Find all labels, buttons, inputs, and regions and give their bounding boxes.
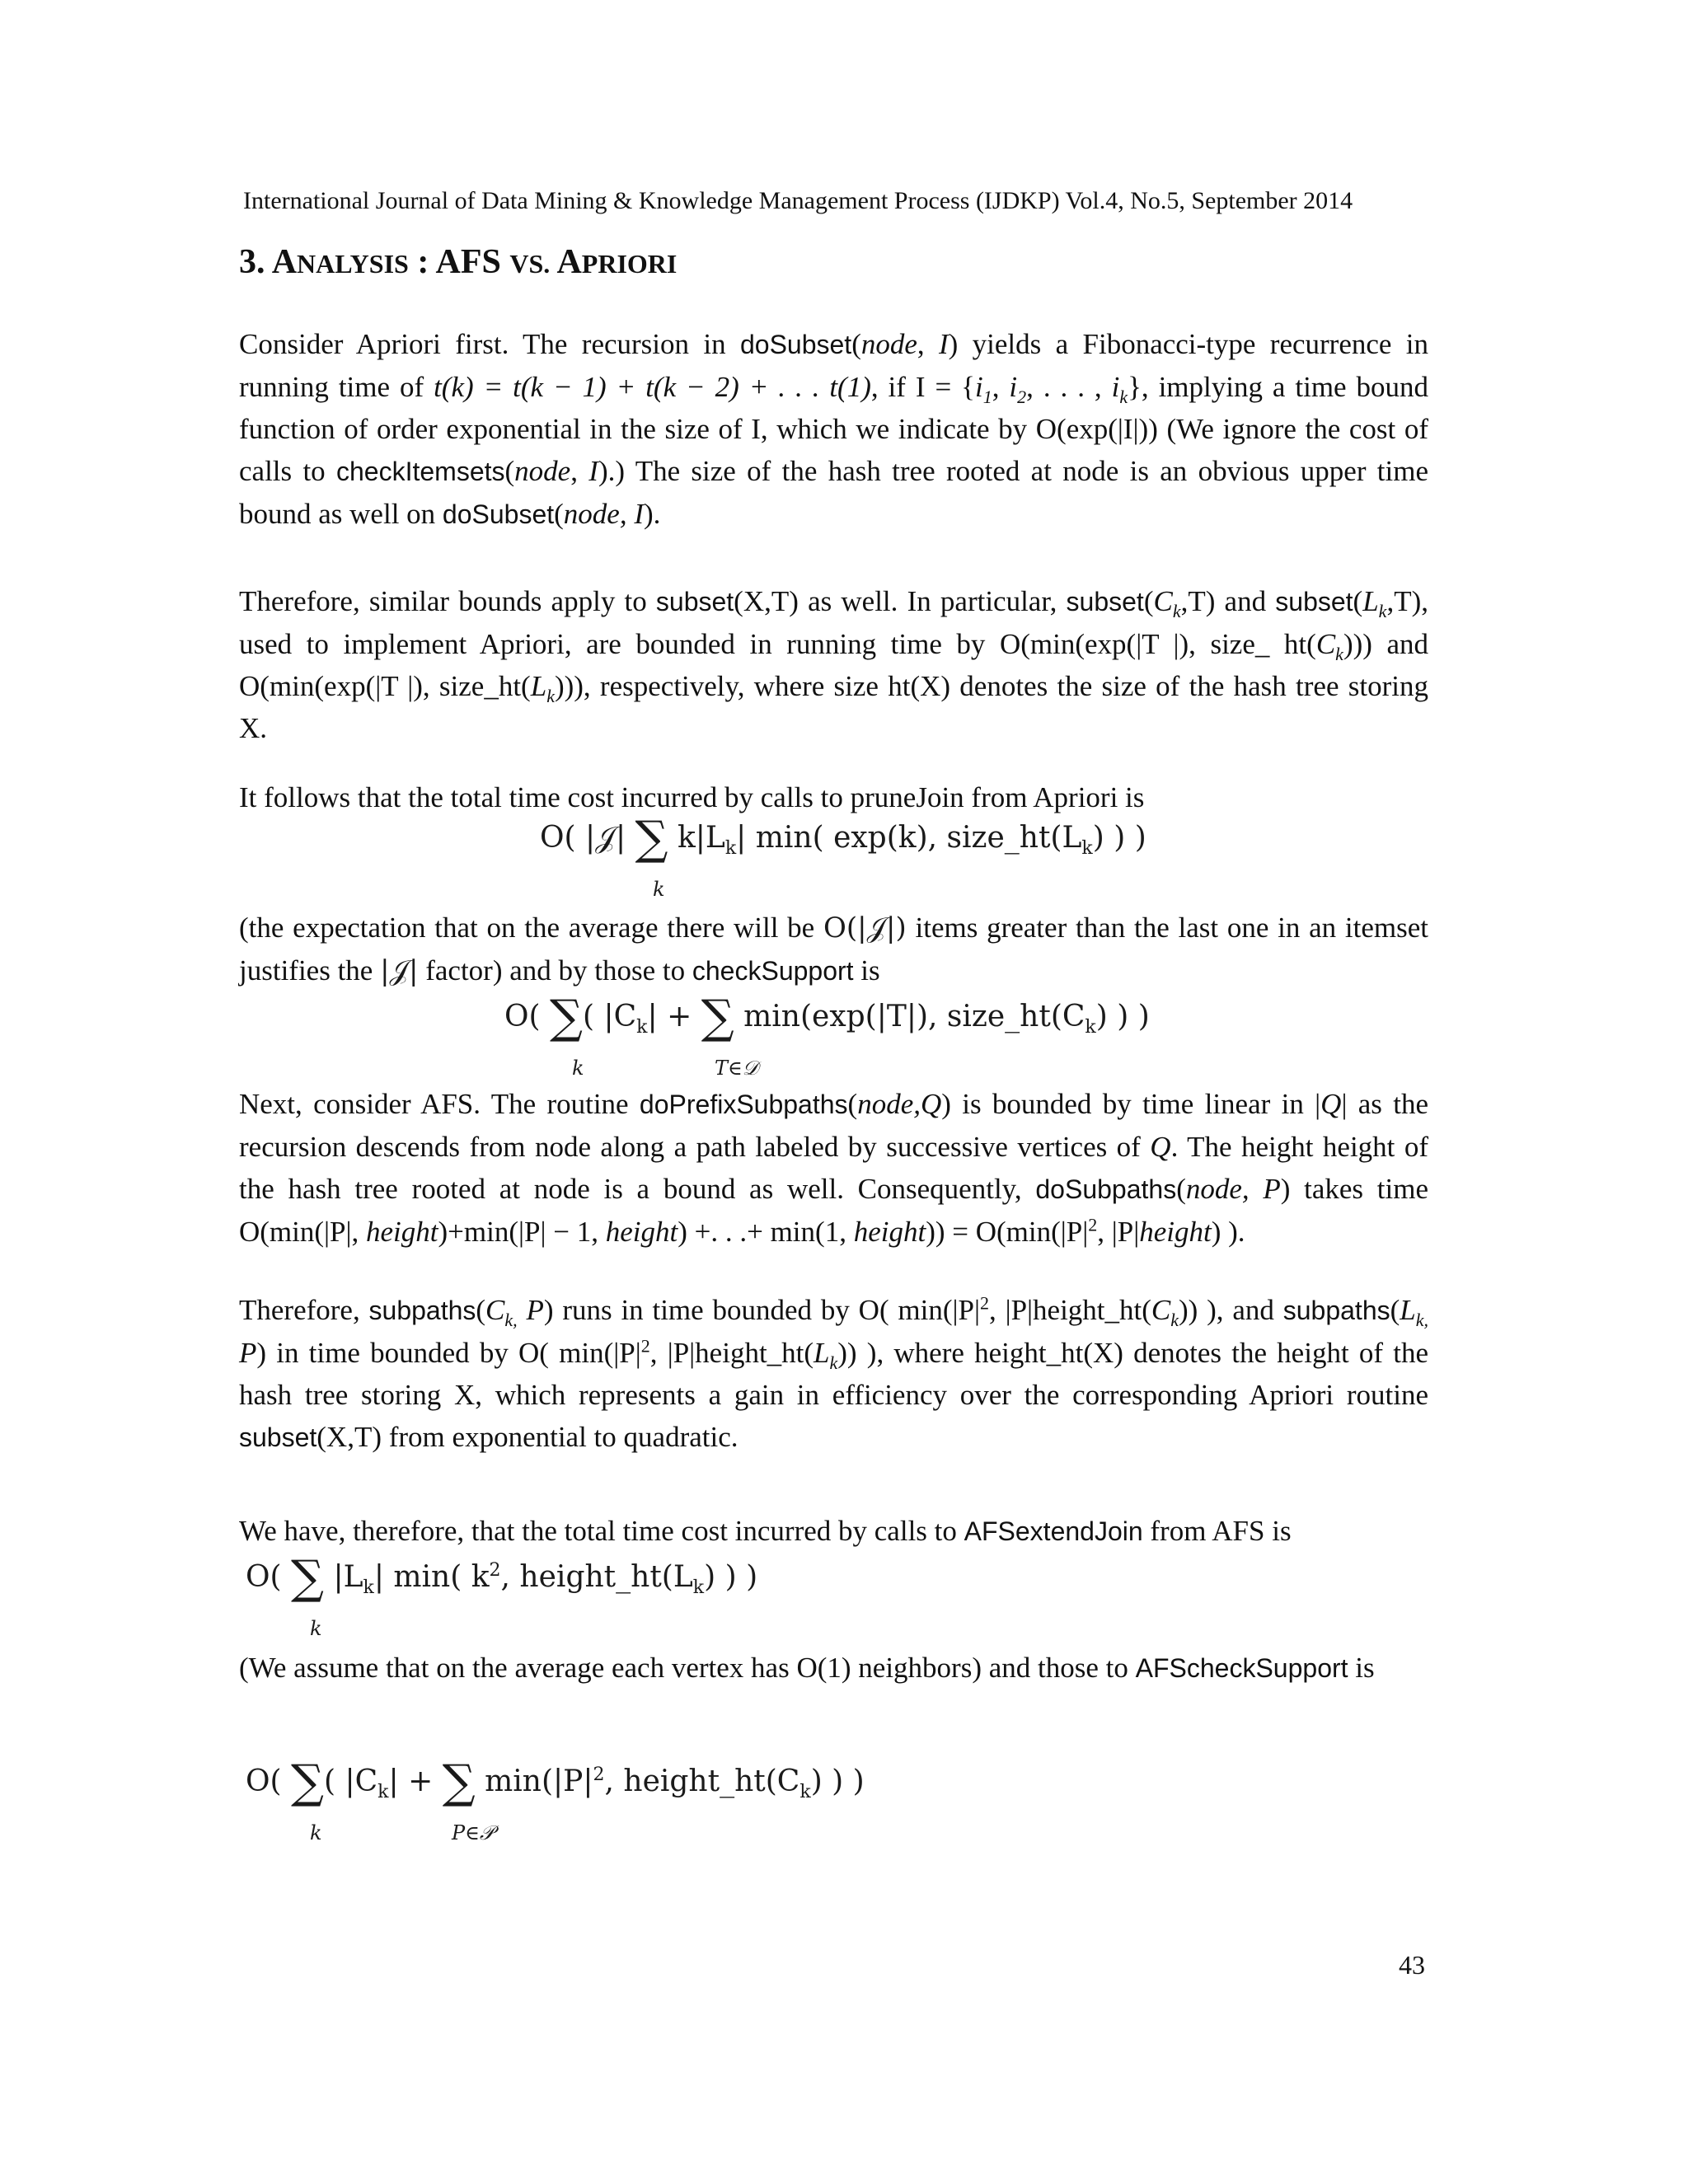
text: Consider Apriori first. The recursion in <box>239 328 740 360</box>
function-name: doSubpaths <box>1035 1174 1177 1204</box>
text: ) runs in time bounded by O( min(|P| <box>543 1294 980 1326</box>
heading-vs: VS. <box>509 249 551 279</box>
subscript: k, <box>1415 1310 1428 1330</box>
text: Therefore, similar bounds apply to <box>239 585 656 617</box>
function-name: checkSupport <box>692 956 854 986</box>
argument: node, P <box>1185 1173 1281 1205</box>
formula-text: ( |C <box>583 1000 637 1033</box>
subscript: k <box>1335 644 1343 664</box>
text: ( <box>504 455 515 487</box>
sum-index: P∈𝒫 <box>452 1821 495 1844</box>
sum-symbol: ∑ <box>291 1551 324 1605</box>
subscript: k <box>1170 1310 1179 1330</box>
subscript: k <box>692 1577 705 1599</box>
subscript: 2 <box>1017 387 1027 407</box>
formula-text: min(exp(|T|), size_ht(C <box>734 1000 1085 1033</box>
sum-symbol: ∑ <box>635 812 668 865</box>
paragraph-expectation <box>239 907 1428 992</box>
superscript: 2 <box>489 1560 501 1581</box>
text: )) = O(min(|P| <box>926 1216 1089 1248</box>
formula-prunejoin <box>540 812 1146 901</box>
subscript: k <box>636 1017 648 1038</box>
variable: i <box>974 371 983 403</box>
text: factor) and by those to <box>418 954 692 987</box>
function-name: subset <box>655 587 734 616</box>
subscript: k <box>1085 1017 1096 1038</box>
heading-separator: : <box>417 243 429 281</box>
argument: node <box>514 455 571 487</box>
function-name: subset <box>1275 587 1353 616</box>
text: ( <box>1176 1173 1186 1205</box>
sum-index: k <box>653 878 665 901</box>
sum-symbol: ∑ <box>550 991 583 1044</box>
text: , |P| <box>1097 1216 1140 1248</box>
argument: I <box>939 328 949 360</box>
paragraph-afscheck-support <box>239 1647 1428 1690</box>
subscript: k <box>1119 387 1128 407</box>
sum-symbol: ∑ <box>701 991 734 1044</box>
section-heading <box>239 241 677 285</box>
variable: height <box>1139 1216 1212 1248</box>
function-name: checkItemsets <box>336 457 505 486</box>
text: is <box>853 954 880 987</box>
paragraph-afs-routine <box>239 1083 1428 1253</box>
text: ( <box>1390 1294 1400 1326</box>
text: (We assume that on the average each vertex has O(1) neighbors) and those to <box>239 1652 1136 1684</box>
text: ,T) and <box>1180 585 1276 617</box>
heading-analysis-initial: A <box>271 243 298 281</box>
paragraph-subset-bounds <box>239 580 1428 749</box>
formula-text: | + <box>647 1000 701 1033</box>
function-name: subpaths <box>1282 1296 1390 1325</box>
text: ( <box>851 328 861 360</box>
text: | as the recursion descends from node along a path labeled by successive vertices of <box>239 1088 1429 1163</box>
paragraph-apriori-recursion <box>239 323 1428 536</box>
text: , . . . , <box>1026 371 1112 403</box>
superscript: 2 <box>1088 1214 1098 1235</box>
function-name: subset <box>239 1422 317 1452</box>
variable: L <box>530 670 547 702</box>
text: , <box>917 328 939 360</box>
heading-analysis-rest: NALYSIS <box>297 249 409 279</box>
text: , if I = { <box>870 371 975 403</box>
text <box>518 1294 527 1326</box>
function-name: subpaths <box>368 1296 476 1325</box>
text: }, implying a time bound function of order exponential in the size of I, which we indicate by O(exp(|I|)) (We ignore the cost of calls to <box>239 371 1429 487</box>
text: ) ). <box>1211 1216 1245 1248</box>
subscript: k, <box>504 1310 518 1330</box>
variable: P <box>239 1337 257 1369</box>
text: , <box>570 455 589 487</box>
function-name: doSubset <box>442 499 555 529</box>
superscript: 2 <box>980 1292 989 1314</box>
text: ). <box>644 498 661 530</box>
superscript: 2 <box>640 1335 650 1357</box>
formula-text: ) ) ) <box>810 1765 865 1798</box>
text: ) yields a Fibonacci-type recurrence in running time of <box>239 328 1429 403</box>
text: . The height height of the hash tree rooted at node is a bound as well. Consequently, <box>239 1131 1429 1205</box>
variable: Q <box>1150 1131 1171 1163</box>
sum-symbol: ∑ <box>442 1755 476 1809</box>
text: (the expectation that on the average there will be <box>239 912 823 944</box>
sum-index: k <box>572 1057 584 1080</box>
text: , |P|height_ht( <box>649 1337 814 1369</box>
formula-afsextendjoin <box>246 1551 758 1640</box>
function-name: AFSextendJoin <box>964 1516 1143 1546</box>
text: Therefore, <box>239 1294 369 1326</box>
subscript: k <box>546 686 555 706</box>
formula-text: ) ) ) <box>1092 821 1146 855</box>
heading-afs: AFS <box>435 243 501 281</box>
text: , |P|height_ht( <box>989 1294 1151 1326</box>
subscript: k <box>799 1782 811 1803</box>
recurrence: t(k) = t(k − 1) + t(k − 2) + . . . t(1) <box>434 371 871 403</box>
text: ) in time bounded by O( min(|P| <box>256 1337 641 1369</box>
formula-text: min(|P| <box>475 1765 593 1798</box>
formula-text: O( |𝒥| <box>540 821 635 855</box>
text: ).) The size of the hash tree rooted at node is an obvious upper time bound as well on <box>239 455 1428 530</box>
text: )) ), where height_ht(X) denotes the height of the hash tree storing X, which represents a gain in efficiency over the corresponding Apriori routine <box>239 1337 1428 1411</box>
paragraph-prunejoin-cost: It follows that the total time cost incurred by calls to pruneJoin from Apriori is <box>239 781 1145 813</box>
function-name: subset <box>1066 587 1144 616</box>
argument: node <box>860 328 917 360</box>
text: (X,T) as well. In particular, <box>734 585 1067 617</box>
formula-text: O( <box>246 1765 292 1798</box>
variable: L <box>814 1337 830 1369</box>
subscript: k <box>363 1577 374 1599</box>
variable: height <box>366 1216 438 1248</box>
argument: I <box>588 455 598 487</box>
formula-text: , height_ht(C <box>604 1765 800 1798</box>
variable: height <box>605 1216 678 1248</box>
text: )+min(|P| − 1, <box>438 1216 606 1248</box>
heading-number: 3. <box>239 243 265 281</box>
heading-apriori-initial: A <box>556 243 582 281</box>
text: ))), respectively, where size ht(X) denotes the size of the hash tree storing X. <box>239 670 1428 744</box>
inline-math: |𝒥| <box>380 954 419 987</box>
formula-text: , height_ht(L <box>500 1560 693 1594</box>
variable: L <box>1400 1294 1416 1326</box>
subscript: k <box>1172 601 1181 621</box>
text: ( <box>1143 585 1154 617</box>
formula-afscheck-support <box>246 1755 865 1844</box>
text: (X,T) from exponential to quadratic. <box>316 1421 738 1453</box>
variable: L <box>1362 585 1379 617</box>
formula-text: | min( exp(k), size_ht(L <box>736 821 1082 855</box>
text: ))) and O(min(exp(|T |), size_ht( <box>239 628 1428 702</box>
formula-text: |L <box>324 1560 363 1594</box>
variable: C <box>1315 628 1336 660</box>
formula-text: ) ) ) <box>704 1560 758 1594</box>
text: is <box>1348 1652 1375 1684</box>
formula-text: O( <box>246 1560 292 1594</box>
subscript: k <box>1378 601 1387 621</box>
text: ( <box>554 498 564 530</box>
text: ) takes time O(min(|P|, <box>239 1173 1428 1248</box>
text: ) +. . .+ min(1, <box>678 1216 854 1248</box>
function-name: AFScheckSupport <box>1135 1653 1348 1683</box>
variable: i <box>1009 371 1018 403</box>
page-number: 43 <box>1399 1950 1425 1980</box>
formula-text: O( <box>504 1000 551 1033</box>
variable: i <box>1111 371 1120 403</box>
formula-text: k|L <box>668 821 725 855</box>
superscript: 2 <box>593 1765 605 1785</box>
sum-index: k <box>310 1617 322 1640</box>
text: from AFS is <box>1142 1515 1292 1547</box>
formula-text: ) ) ) <box>1095 1000 1150 1033</box>
text: ) is bounded by time linear in | <box>941 1088 1321 1120</box>
variable: height <box>853 1216 926 1248</box>
variable: Q <box>1320 1088 1342 1120</box>
subscript: k <box>724 838 737 860</box>
subscript: k <box>829 1352 838 1373</box>
paragraph-subpaths-bounds <box>239 1289 1428 1459</box>
text: ( <box>476 1294 486 1326</box>
inline-math: O(|𝒥|) <box>823 912 907 944</box>
paragraph-afs-total-cost <box>239 1510 1428 1553</box>
running-header: International Journal of Data Mining & Knowledge Management Process (IJDKP) Vol.4, No.5, September 2014 <box>243 187 1353 214</box>
heading-apriori-rest: PRIORI <box>581 249 678 279</box>
sum-symbol: ∑ <box>291 1755 324 1809</box>
text: items greater than the last one in an itemset justifies the <box>239 912 1428 987</box>
formula-text: | + <box>388 1765 443 1798</box>
subscript: 1 <box>982 387 992 407</box>
subscript: k <box>1081 838 1093 860</box>
function-name: doPrefixSubpaths <box>639 1090 848 1119</box>
variable: P <box>526 1294 544 1326</box>
variable: C <box>485 1294 505 1326</box>
sum-index: T∈𝒟 <box>715 1057 758 1080</box>
function-name: doSubset <box>739 330 852 359</box>
text: , <box>992 371 1010 403</box>
text: Next, consider AFS. The routine <box>239 1088 640 1120</box>
text: ( <box>847 1088 858 1120</box>
argument: node, I <box>563 498 644 530</box>
text: ( <box>1353 585 1363 617</box>
formula-checksupport <box>504 991 1150 1080</box>
text: )) ), and <box>1179 1294 1283 1326</box>
subscript: k <box>377 1782 389 1803</box>
argument: node,Q <box>857 1088 942 1120</box>
text: We have, therefore, that the total time cost incurred by calls to <box>239 1515 964 1547</box>
formula-text: | min( k <box>373 1560 490 1594</box>
variable: C <box>1153 585 1173 617</box>
variable: C <box>1151 1294 1171 1326</box>
text: ,T), used to implement Apriori, are bounded in running time by O(min(exp(|T |), size_ ht( <box>239 585 1428 660</box>
formula-text: ( |C <box>324 1765 378 1798</box>
sum-index: k <box>310 1821 322 1844</box>
